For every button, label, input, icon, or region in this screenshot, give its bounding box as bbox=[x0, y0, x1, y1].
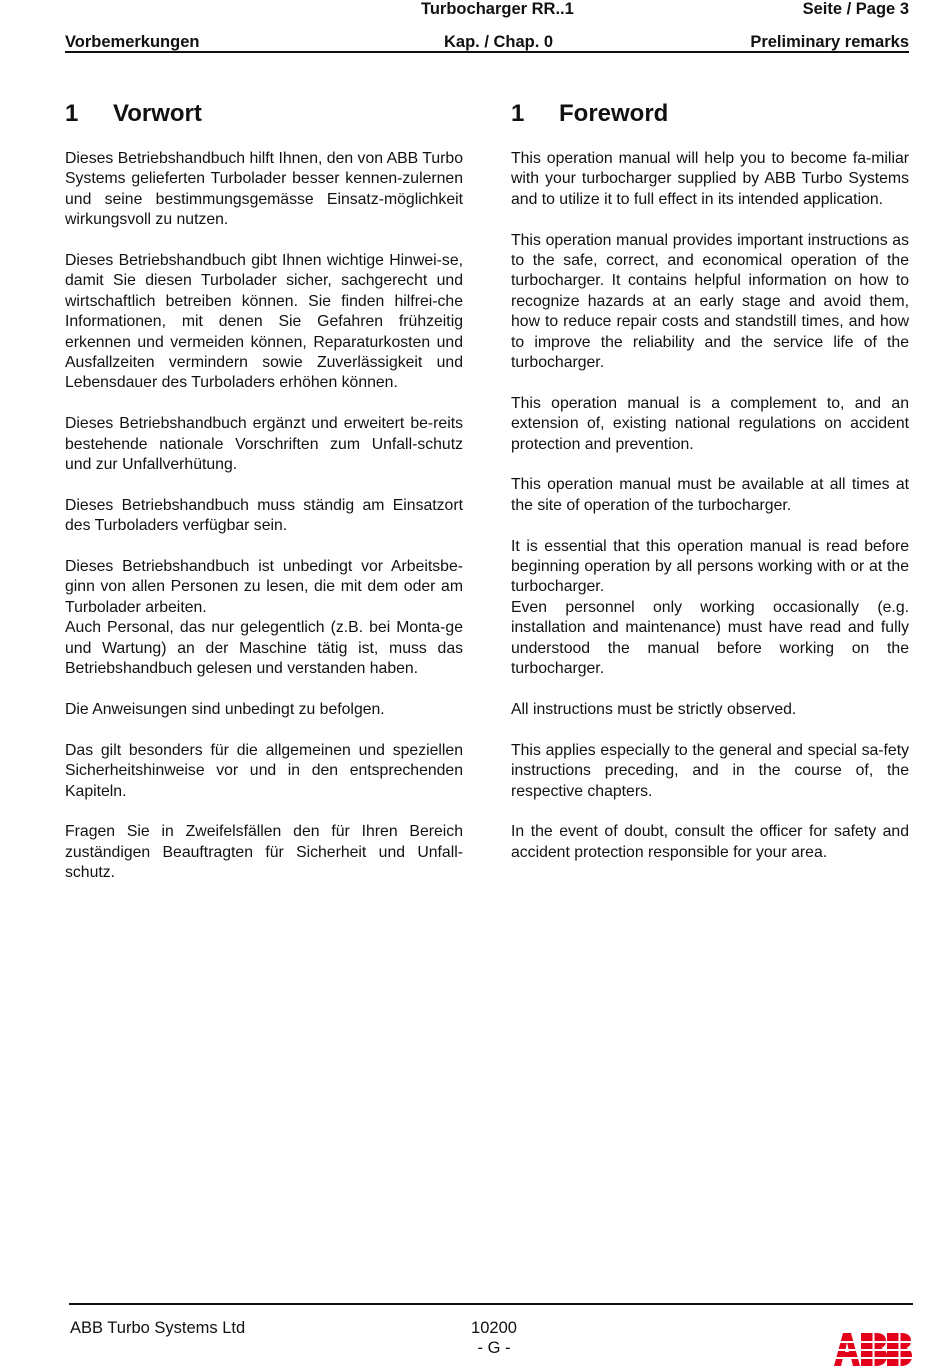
heading-number-de: 1 bbox=[65, 100, 79, 127]
heading-text-de: Vorwort bbox=[113, 100, 202, 127]
paragraph-de-1: Dieses Betriebshandbuch hilft Ihnen, den von ABB Turbo Systems gelieferten Turbolader besser kennen-zulernen und seine bestimmungsgemässe Einsatz-möglichkeit wirkungsvoll zu nutzen. bbox=[65, 150, 463, 229]
paragraph-en-5: It is essential that this operation manual is read before beginning operation by all persons working with or at the turbocharger. bbox=[511, 537, 909, 596]
german-column bbox=[65, 149, 463, 904]
paragraph-de-4: Dieses Betriebshandbuch muss ständig am Einsatzort des Turboladers verfügbar sein. bbox=[65, 496, 463, 535]
section-label-de: Vorbemerkungen bbox=[65, 33, 200, 51]
paragraph-de-6: Auch Personal, das nur gelegentlich (z.B. bei Monta-ge und Wartung) an der Maschine tätig ist, muss das Betriebshandbuch gelesen und verstanden haben. bbox=[65, 619, 463, 678]
paragraph-en-9: In the event of doubt, consult the officer for safety and accident protection responsible for your area. bbox=[511, 823, 909, 861]
heading-number-en: 1 bbox=[511, 100, 525, 127]
paragraph-en-8: This applies especially to the general and special sa-fety instructions preceding, and in the course of, the respective chapters. bbox=[511, 741, 909, 800]
footer-rule bbox=[69, 1303, 913, 1305]
header-rule bbox=[65, 51, 909, 53]
paragraph-en-3: This operation manual is a complement to, and an extension of, existing national regulations on accident protection and prevention. bbox=[511, 394, 909, 453]
chapter-label: Kap. / Chap. 0 bbox=[444, 33, 554, 51]
paragraph-en-2: This operation manual provides important instructions as to the safe, correct, and economical operation of the turbocharger. It contains helpful information on how to recognize hazards at an early stage and avoid them, how to reduce repair costs and standstill times, and how to improve the reliability and the service life of the turbocharger. bbox=[511, 231, 909, 372]
english-column bbox=[511, 149, 909, 884]
paragraph-de-5: Dieses Betriebshandbuch ist unbedingt vor Arbeitsbe-ginn von allen Personen zu lesen, die mit dem oder am Turbolader arbeiten. bbox=[65, 558, 463, 616]
abb-logo bbox=[834, 1333, 912, 1366]
paragraph-de-3: Dieses Betriebshandbuch ergänzt und erweitert be-reits bestehende nationale Vorschriften zum Unfall-schutz und zur Unfallverhütung. bbox=[65, 415, 463, 474]
heading-foreword bbox=[511, 100, 668, 128]
footer-doc-number: 10200 bbox=[471, 1319, 517, 1337]
footer-language: - G - bbox=[477, 1339, 511, 1357]
paragraph-en-6: Even personnel only working occasionally (e.g. installation and maintenance) must have read and fully understood the manual before working on the turbocharger. bbox=[511, 598, 909, 678]
paragraph-de-2: Dieses Betriebshandbuch gibt Ihnen wichtige Hinwei-se, damit Sie diesen Turbolader sicher, sachgerecht und wirtschaftlich betreiben können. Sie finden hilfrei-che Informationen, mit denen Sie Gefahren frühzeitig erkennen und vermeiden können, Reparaturkosten und Ausfallzeiten vermindern sowie Zuverlässigkeit und Lebensdauer des Turboladers erhöhen können. bbox=[65, 252, 463, 392]
paragraph-de-7: Die Anweisungen sind unbedingt zu befolgen. bbox=[65, 700, 385, 718]
paragraph-de-8: Das gilt besonders für die allgemeinen und speziellen Sicherheitshinweise vor und in den entsprechenden Kapiteln. bbox=[65, 741, 463, 800]
document-title: Turbocharger RR..1 bbox=[421, 0, 574, 18]
heading-text-en: Foreword bbox=[559, 100, 669, 127]
section-label-en: Preliminary remarks bbox=[750, 33, 909, 51]
paragraph-de-9: Fragen Sie in Zweifelsfällen den für Ihren Bereich zuständigen Beauftragten für Sicherheit und Unfall-schutz. bbox=[65, 823, 463, 882]
heading-vorwort bbox=[65, 100, 202, 128]
paragraph-en-1: This operation manual will help you to become fa-miliar with your turbocharger supplied by ABB Turbo Systems and to utilize it to full effect in its intended application. bbox=[511, 150, 909, 208]
paragraph-en-7: All instructions must be strictly observed. bbox=[511, 700, 797, 718]
paragraph-en-4: This operation manual must be available at all times at the site of operation of the turbocharger. bbox=[511, 476, 909, 514]
page-number: Seite / Page 3 bbox=[802, 0, 909, 18]
footer-company: ABB Turbo Systems Ltd bbox=[70, 1319, 246, 1337]
